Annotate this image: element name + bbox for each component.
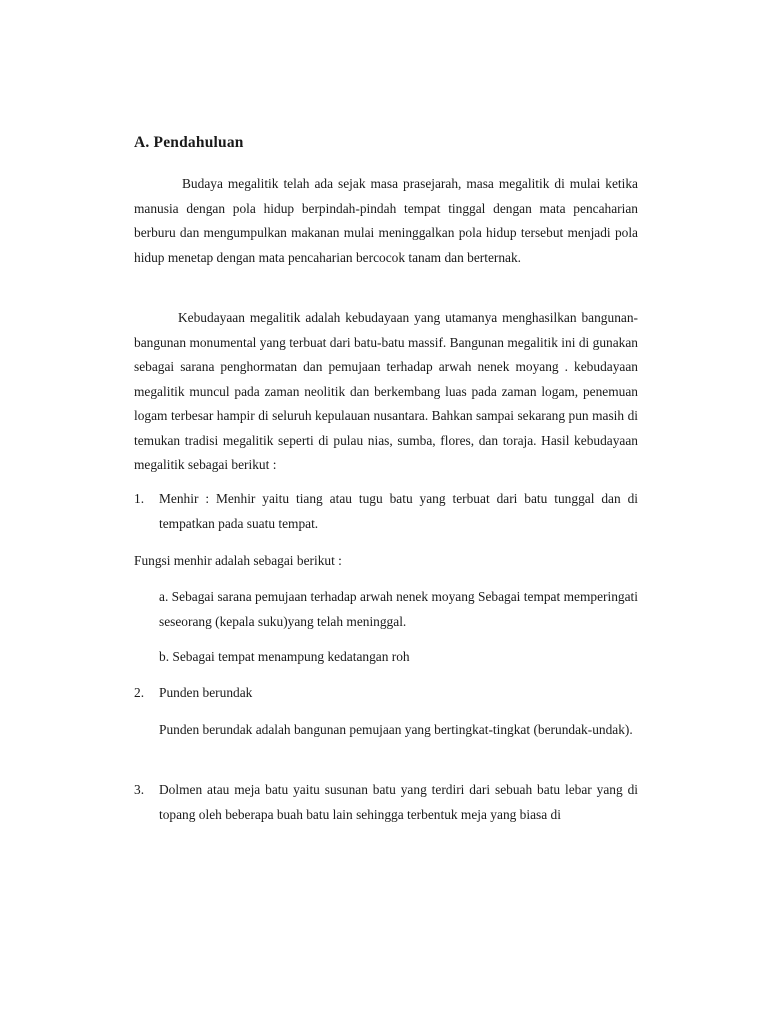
list-item-punden bbox=[134, 681, 638, 706]
list-item-dolmen bbox=[134, 778, 638, 827]
list-number: 3. bbox=[134, 782, 145, 797]
list-item-menhir bbox=[134, 487, 638, 536]
fungsi-item-b: b. Sebagai tempat menampung kedatangan roh bbox=[159, 649, 410, 664]
section-heading: A. Pendahuluan bbox=[134, 134, 244, 151]
punden-description: Punden berundak adalah bangunan pemujaan yang bertingkat-tingkat (berundak-undak). bbox=[159, 722, 633, 737]
megalithic-paragraph: Kebudayaan megalitik adalah kebudayaan yang utamanya menghasilkan bangunan-bangunan monumental yang terbuat dari batu-batu massif. Bangunan megalitik ini di gunakan sebagai sarana penghormatan dan pemujaan terhadap arwah nenek moyang . kebudayaan megalitik muncul pada zaman neolitik dan berkembang luas pada zaman logam, penemuan logam terbesar hampir di seluruh kepulauan nusantara. Bahkan sampai sekarang pun masih di temukan tradisi megalitik seperti di pulau nias, sumba, flores, dan toraja. Hasil kebudayaan megalitik sebagai berikut : bbox=[134, 310, 638, 472]
list-number: 2. bbox=[134, 685, 145, 700]
list-number: 1. bbox=[134, 491, 145, 506]
fungsi-item-a: a. Sebagai sarana pemujaan terhadap arwah nenek moyang Sebagai tempat memperingati seseorang (kepala suku)yang telah meninggal. bbox=[159, 589, 638, 629]
list-item-text: Punden berundak bbox=[159, 685, 253, 700]
list-item-text: Dolmen atau meja batu yaitu susunan batu yang terdiri dari sebuah batu lebar yang di topang oleh beberapa buah batu lain sehingga terbentuk meja yang biasa di bbox=[159, 782, 638, 822]
fungsi-label: Fungsi menhir adalah sebagai berikut : bbox=[134, 553, 342, 568]
list-item-text: Menhir : Menhir yaitu tiang atau tugu batu yang terbuat dari batu tunggal dan di tempatkan pada suatu tempat. bbox=[159, 491, 638, 531]
intro-paragraph: Budaya megalitik telah ada sejak masa prasejarah, masa megalitik di mulai ketika manusia dengan pola hidup berpindah-pindah tempat tinggal dengan mata pencaharian berburu dan mengumpulkan makanan mulai meninggalkan pola hidup tersebut menjadi pola hidup menetap dengan mata pencaharian bercocok tanam dan berternak. bbox=[134, 176, 638, 265]
